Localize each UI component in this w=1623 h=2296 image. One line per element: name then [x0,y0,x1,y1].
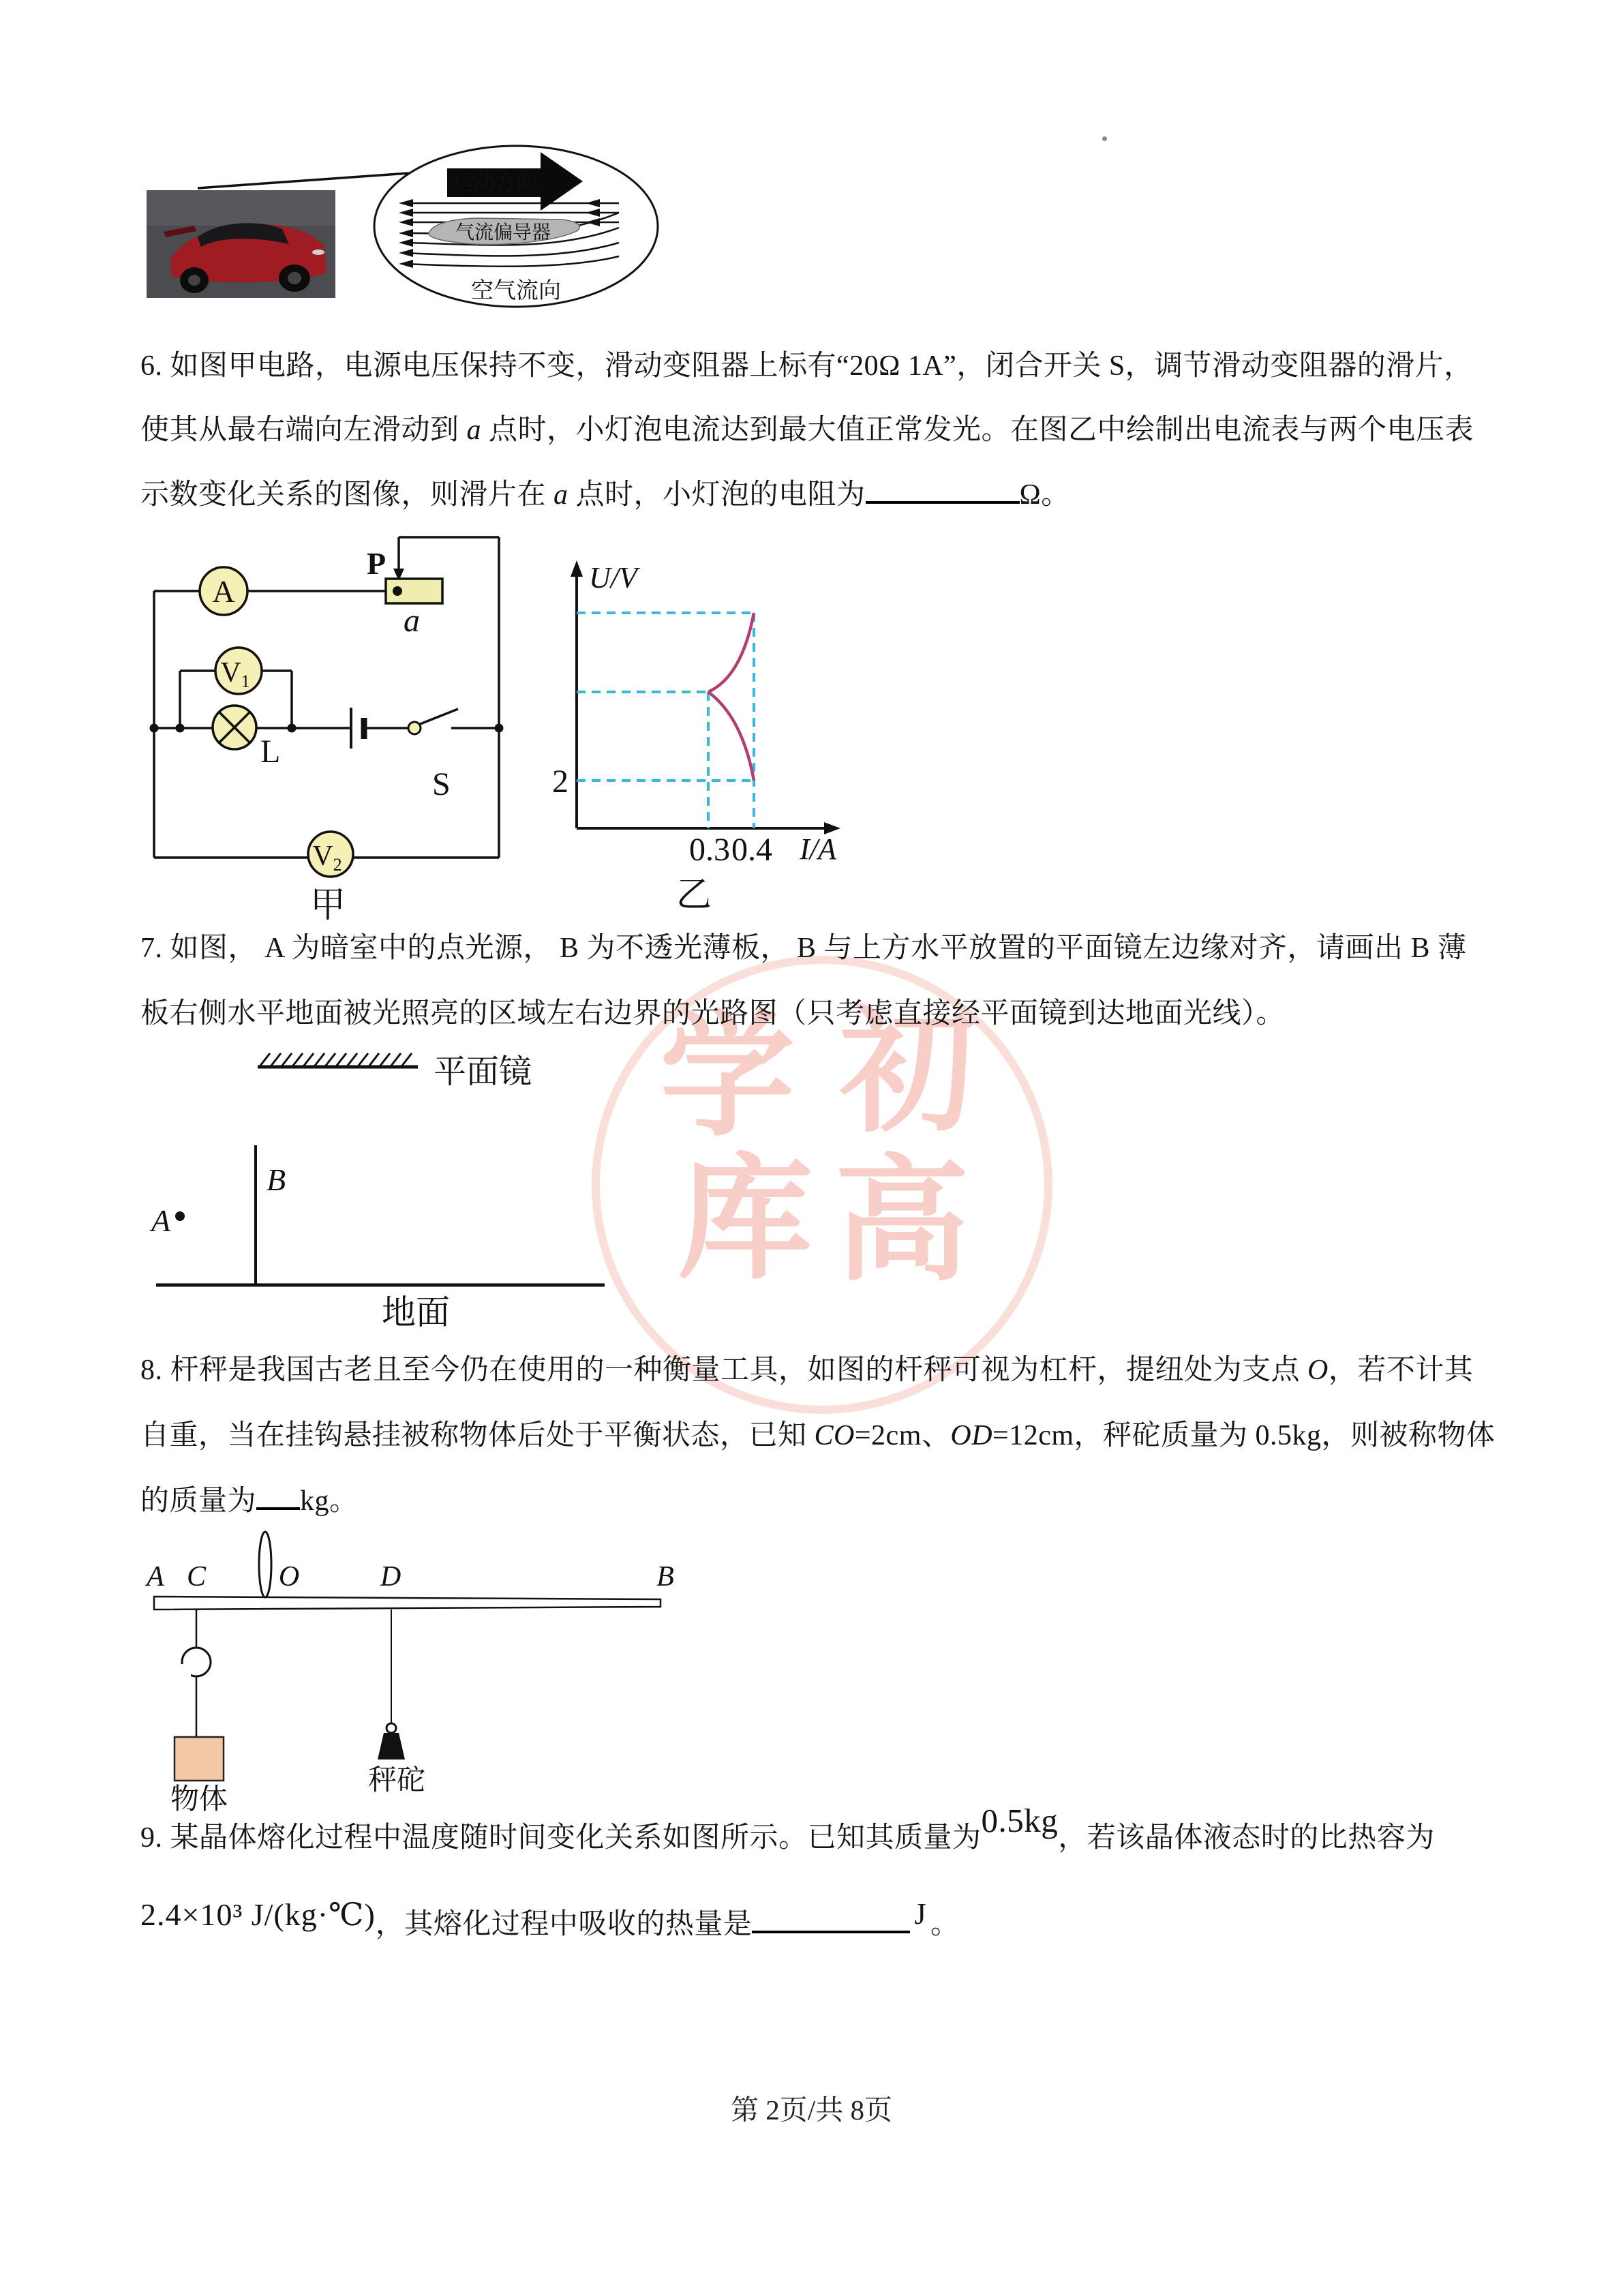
q9-period: 。 [930,1909,960,1940]
q8-line3-unit: kg。 [300,1485,359,1517]
page-number-footer: 第 2页/共 8页 [731,2094,892,2126]
point-O: O [278,1561,300,1592]
airflow-bubble [374,146,658,307]
graph-caption: 乙 [676,876,712,915]
q8-line1-pre: 8. 杆秤是我国古老且至今仍在使用的一种衡量工具，如图的杆秤可视为杠杆，提纽处为支点 [140,1355,1308,1386]
weight-icon [378,1733,405,1759]
weight-label: 秤砣 [367,1765,426,1796]
q6-line2 [140,413,1474,447]
q8-answer-blank [256,1500,300,1510]
falling-curve [708,692,754,781]
v1-subscript: 1 [241,671,250,691]
light-source-label: A [151,1203,171,1238]
circuit-caption: 甲 [309,886,346,925]
v2-subscript: 2 [333,855,342,875]
watermark-char: 库 [678,1146,813,1295]
object-block [175,1737,224,1781]
watermark-char: 高 [834,1147,969,1297]
beam [154,1597,661,1610]
deflector-label: 气流偏导器 [455,222,551,243]
switch-pivot [408,722,421,734]
slider-label: P [367,546,386,581]
battery-symbol [351,708,364,749]
q9-line2 [140,1897,960,1942]
y-axis-arrow [571,560,583,577]
board-B-label: B [267,1162,286,1197]
q6-line3 [140,478,1070,512]
ammeter-label: A [212,574,235,609]
point-A: A [147,1561,164,1592]
q6-line2-post: 点时，小灯泡电流达到最大值正常发光。在图乙中绘制出电流表与两个电压表 [481,414,1474,446]
voltage-current-curves [708,613,754,781]
callout-line [198,173,409,188]
watermark-char: 初 [840,999,975,1148]
point-a-label: a [404,603,420,639]
q7-line1 [140,931,1467,965]
mirror-label: 平面镜 [434,1054,532,1090]
q8-line3 [140,1484,359,1518]
q6-unit: Ω。 [1019,479,1070,511]
q9-line1-post: ，若该晶体液态时的比热容为 [1058,1822,1435,1854]
q8-line2 [140,1419,1496,1453]
point-D: D [380,1561,401,1592]
rising-curve [708,613,754,692]
object-label: 物体 [170,1784,228,1815]
q9-line2-mid: ，其熔化过程中吸收的热量是 [375,1909,753,1940]
point-B: B [656,1561,674,1592]
q9-line1-pre: 9. 某晶体熔化过程中温度随时间变化关系如图所示。已知其质量为 [140,1822,982,1854]
q6-line3-mid: 点时，小灯泡的电阻为 [568,479,866,511]
q6-var-a2: a [553,479,568,511]
dashed-guides [577,613,754,828]
q6-answer-blank [866,494,1020,504]
q8-line3-pre: 的质量为 [140,1485,257,1517]
lamp-label: L [260,734,281,770]
v1-letter: V [220,657,241,689]
q8-var-CO: CO [814,1420,855,1451]
q8-line2-s1: 自重，当在挂钩悬挂被称物体后处于平衡状态，已知 [140,1420,815,1451]
switch-label: S [432,766,451,802]
steelyard-diagram [136,1530,688,1824]
optics-diagram [130,1043,648,1336]
car-headlight [312,250,324,255]
counterweight-hanger [378,1610,405,1759]
ui-graph-yi [545,539,859,920]
watermark-char: 学 [660,1003,795,1152]
q6-line1-text: 6. 如图甲电路，电源电压保持不变，滑动变阻器上标有“20Ω 1A”，闭合开关 S，调节滑动变阻器的滑片， [140,350,1473,382]
light-source-dot [175,1211,185,1221]
x-tick-04: 0.4 [731,832,772,868]
car-aerodynamics-figure [123,130,695,327]
q7-line2 [140,997,1285,1031]
car-photo [147,190,335,298]
y-axis-label: U/V [589,561,637,594]
q9-answer-blank [752,1924,910,1933]
q8-line2-s2: =2cm、 [854,1420,951,1451]
lifting-cord-loop [259,1532,271,1597]
x-tick-03: 0.3 [689,832,730,868]
stray-dot [1102,136,1107,141]
q8-line2-s3: =12cm，秤砣质量为 0.5kg，则被称物体 [992,1420,1496,1451]
circuit-diagram-jia [130,525,525,934]
motion-direction-label: 运动方向 [453,171,537,195]
rheostat-terminal-dot [393,586,402,596]
q6-var-a: a [466,414,482,446]
q8-line1 [140,1353,1473,1387]
mirror-hatching [260,1053,412,1066]
point-C: C [186,1561,207,1592]
q6-line3-pre: 示数变化关系的图像，则滑片在 [140,479,554,511]
q9-unit-J: J [914,1897,926,1931]
q9-specific-heat-formula: 2.4×10³ J/(kg·℃) [140,1897,376,1932]
q9-line1 [140,1802,1435,1855]
ground-label: 地面 [382,1293,450,1331]
v2-letter: V [312,841,333,872]
q6-line2-pre: 使其从最右端向左滑动到 [140,414,467,446]
weight-ring [386,1723,396,1733]
q8-var-OD: OD [950,1420,993,1451]
q7-line1-text: 7. 如图， A 为暗室中的点光源， B 为不透光薄板， B 与上方水平放置的平面镜左边缘对齐，请画出 B 薄 [140,933,1467,964]
beam-point-labels [145,1561,674,1592]
airflow-label: 空气流向 [471,279,561,303]
q8-var-O: O [1307,1355,1329,1386]
q6-line1 [140,349,1473,383]
q7-line2-text: 板右侧水平地面被光照亮的区域左右边界的光路图（只考虑直接经平面镜到达地面光线）。 [140,998,1286,1029]
y-tick-2: 2 [552,764,568,800]
object-hanger [175,1610,224,1781]
lamp-icon [213,706,256,749]
x-axis-label: I/A [800,832,836,866]
q9-mass-value: 0.5kg [981,1802,1059,1839]
q8-line1-post: ，若不计其 [1328,1355,1474,1386]
